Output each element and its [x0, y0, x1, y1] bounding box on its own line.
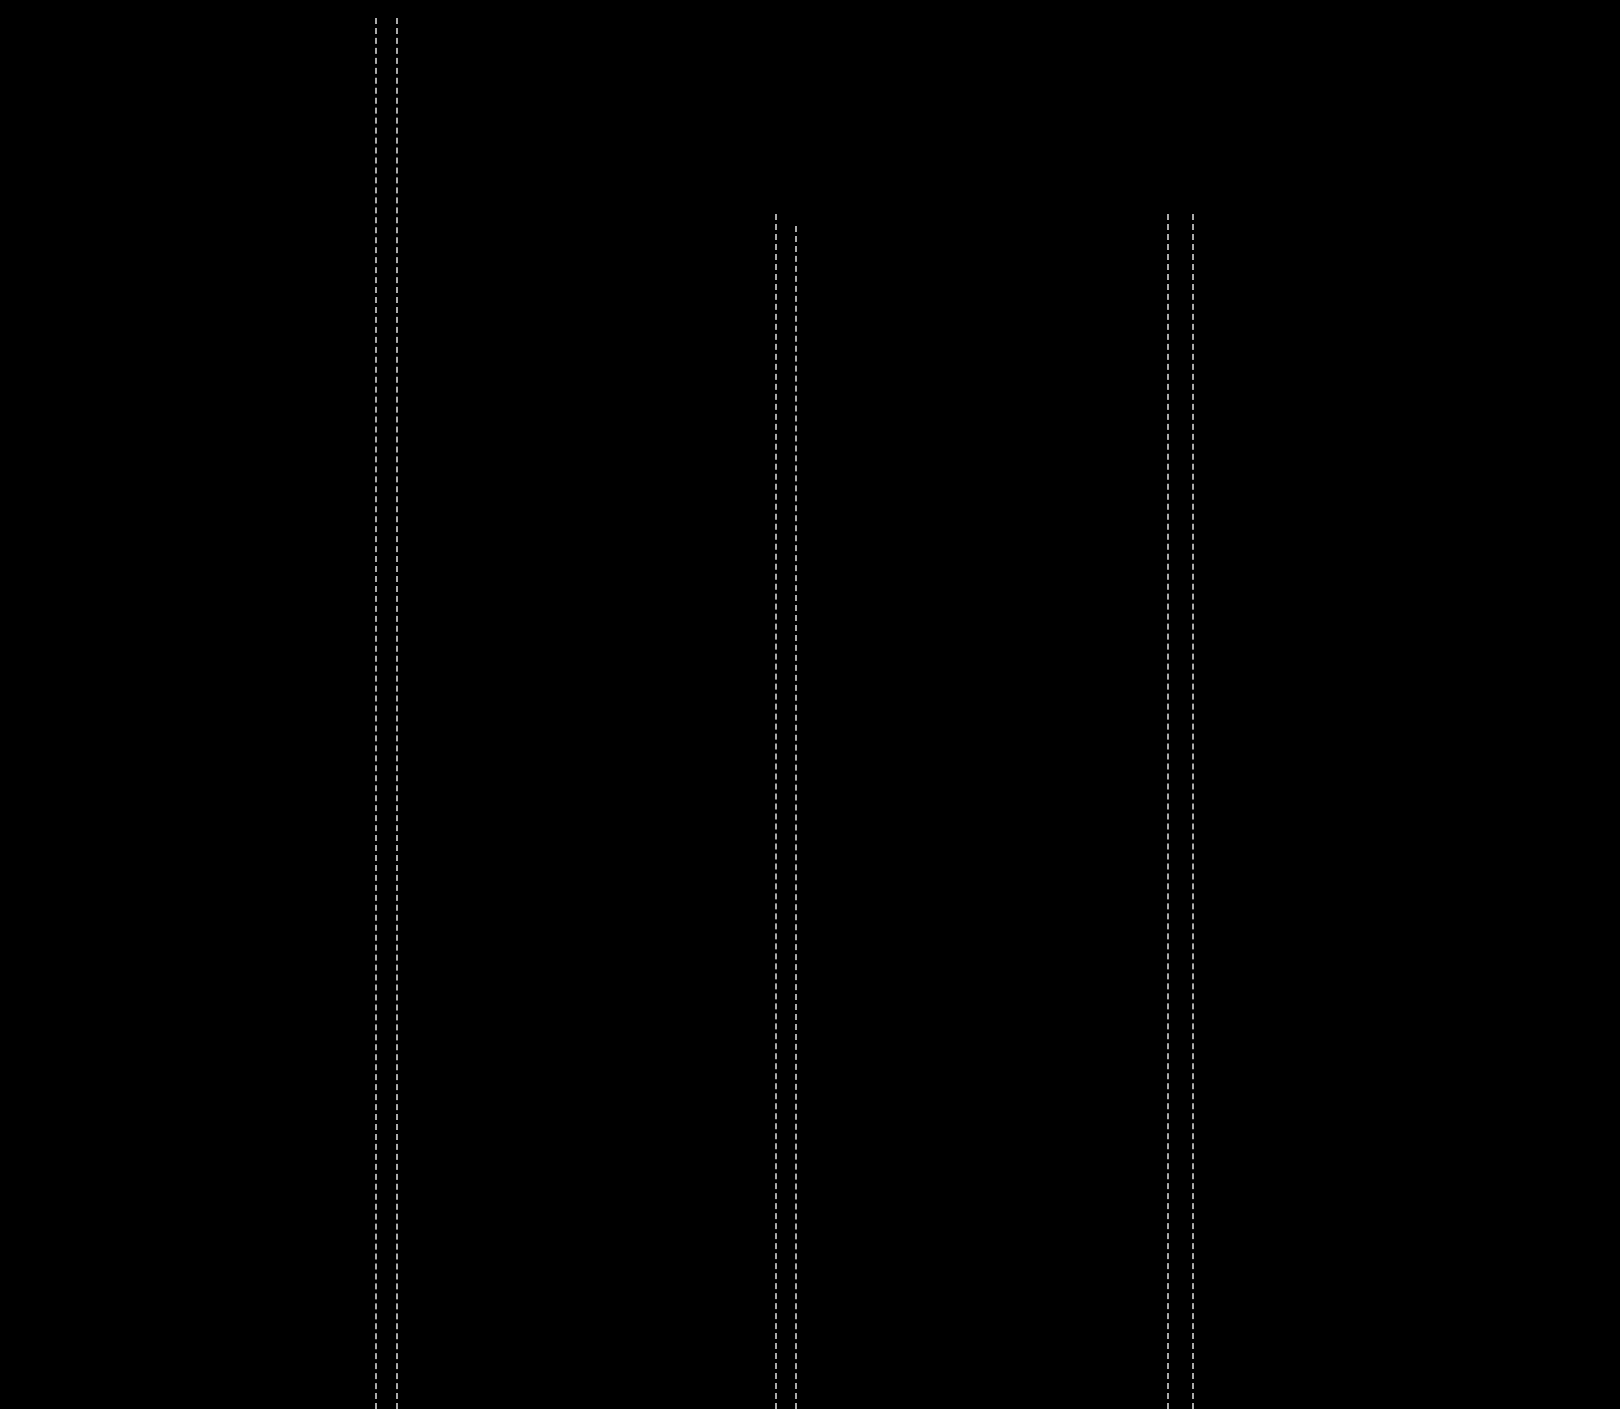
- guide-line-1: [375, 18, 377, 1409]
- guide-line-5: [1167, 214, 1169, 1409]
- guide-line-4: [795, 226, 797, 1409]
- guide-line-6: [1192, 214, 1194, 1409]
- guide-line-3: [775, 214, 777, 1409]
- guide-line-2: [396, 18, 398, 1409]
